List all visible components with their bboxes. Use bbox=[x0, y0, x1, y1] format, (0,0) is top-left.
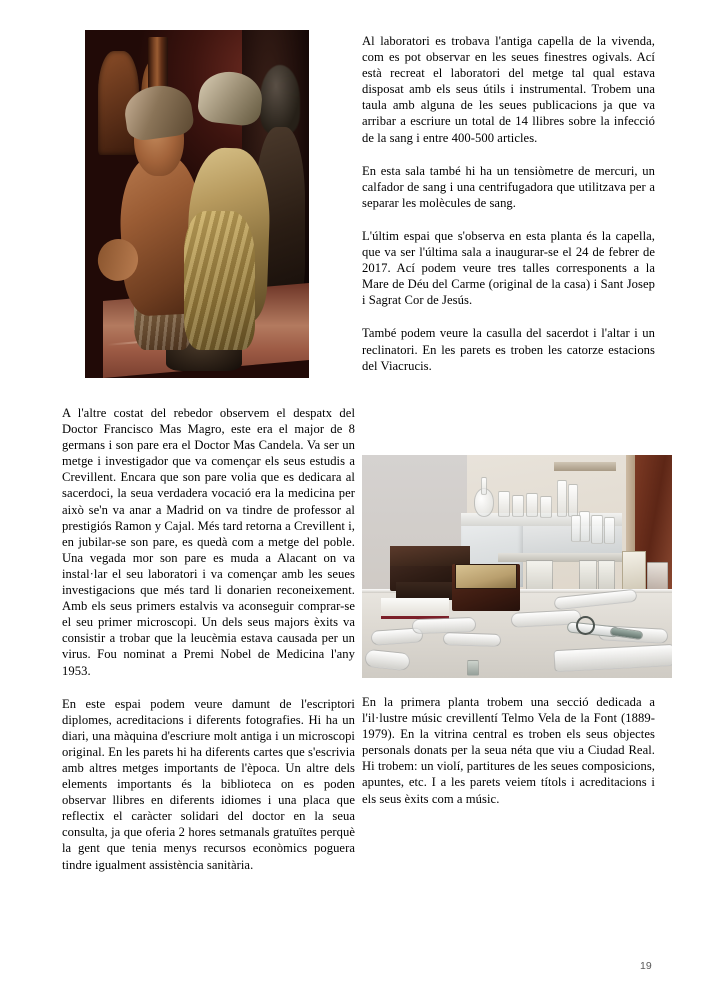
left-column-text bbox=[62, 405, 355, 873]
lab-lying-tube-3 bbox=[442, 632, 500, 647]
lab-tube-5 bbox=[604, 517, 615, 544]
paragraph-ultim-espai-capella: L'últim espai que s'observa en esta planta és la capella, que va ser l'última sala a inaugurar-se el 24 de febrer de 2017. Ací podem veure tres talles corresponents a la Mare de Déu del Carme (original de la casa) i Sant Josep i Sagrat Cor de Jesús. bbox=[362, 228, 655, 308]
paragraph-casulla-viacrucis: També podem veure la casulla del sacerdot i l'altar i un reclinatori. En les parets es troben les catorze estacions del Viacrucis. bbox=[362, 326, 655, 373]
paragraph-tensiometre: En esta sala també hi ha un tensiòmetre de mercuri, un calfador de sang i una centrifugadora que utilitzava per a separar les molècules de sang. bbox=[362, 163, 655, 210]
lab-upper-ledge bbox=[554, 462, 616, 471]
background-dark-vase bbox=[260, 65, 300, 135]
lab-bottle-3 bbox=[598, 560, 616, 591]
right-column-text-bottom bbox=[362, 694, 655, 807]
lab-flask-neck bbox=[481, 477, 487, 495]
lab-lying-tube-2 bbox=[411, 617, 475, 635]
right-column-text-top bbox=[362, 33, 655, 374]
lab-graduated-cylinder-4 bbox=[540, 496, 551, 518]
paragraph-telmo-vela: En la primera planta trobem una secció dedicada a l'il·lustre músic crevillentí Telmo Vela de la Font (1889-1979). En la vitrina central es troben els seus objectes personals donats per la seua néta que viu a Ciudad Real. Hi trobem: un violí, partitures de les seues composicions, apuntes, etc. I a les parets veiem títols i acreditacions i els seus èxits com a músic. bbox=[362, 695, 655, 806]
lab-instrument-stand bbox=[622, 551, 646, 593]
page-number: 19 bbox=[640, 960, 652, 972]
lab-instrument-case-lid bbox=[455, 564, 517, 589]
lab-tall-tube-1 bbox=[557, 480, 566, 518]
lab-graduated-cylinder-3 bbox=[526, 493, 537, 517]
female-figure-drapery bbox=[184, 211, 256, 350]
bronze-sculpture-image bbox=[85, 30, 309, 378]
lab-tall-tube-2 bbox=[568, 484, 577, 517]
lab-tube-4 bbox=[591, 515, 602, 544]
paragraph-escriptori-biblioteca: En este espai podem veure damunt de l'escriptori diplomes, acreditacions i diferents fotografies. Hi ha un diari, una màquina d'escriure molt antiga i un microscopi original. En les parets hi ha diferents cartes que s'escrivia amb altres metges importants de l'època. Un altre dels elements importants és la biblioteca on es poden observar llibres en diferents idiomes i una placa que reflectix el caràcter solidari del doctor en la seua consulta, ja que oferia 2 hores setmanals gratuïtes perquè la gent que tenia menys recursos econòmics poguera tindre igualment assistència sanitària. bbox=[62, 696, 355, 872]
lab-graduated-cylinder-2 bbox=[512, 495, 523, 517]
lab-bottle-2 bbox=[579, 560, 597, 591]
laboratory-image bbox=[362, 455, 672, 678]
paragraph-despatx-mas-magro: A l'altre costat del rebedor observem el despatx del Doctor Francisco Mas Magro, este era el major de 8 germans i son pare era el Doctor Mas Candela. Va ser un metge i investigador que va començar els seus estudis a Crevillent. Encara que son pare volia que es dedicara al sacerdoci, la seua verdadera vocació era la medicina per això se'n va anar a Madrid on va tindre de professor al prestigiós Ramon y Cajal. Més tard retorna a Crevillent i, en jubilar-se son pare, es quedà com a metge del poble. Una vegada mor son pare es muda a Alacant on va instal·lar el seu laboratori i va començar amb les seues investigacions que més tard li donarien reconeixement. Amb els seus primers estalvis va aconseguir comprar-se el seu primer microscopi. Un dels seus majors èxits va consistir a trobar que la leucèmia estava causada per un virus. Fou nominat a Premi Nobel de Medicina l'any 1953. bbox=[62, 406, 355, 678]
lab-tube-6 bbox=[571, 515, 581, 542]
lab-graduated-cylinder-1 bbox=[498, 491, 509, 518]
lab-white-book-box bbox=[381, 598, 449, 619]
lab-small-metal-piece bbox=[467, 660, 478, 675]
figure-laboratory bbox=[362, 455, 672, 678]
figure-bronze-sculpture bbox=[85, 30, 309, 378]
paragraph-laboratori-capella: Al laboratori es trobava l'antiga capella de la vivenda, com es pot observar en les seues finestres ogivals. Ací està recreat el laboratori del metge tal qual estava disposat amb els seus útils i instrumental. Trobem una taula amb alguna de les seues publicacions ja que va arribar a escriure un total de 14 llibres sobre la infecció de la sang i entre 400-500 articles. bbox=[362, 34, 655, 145]
